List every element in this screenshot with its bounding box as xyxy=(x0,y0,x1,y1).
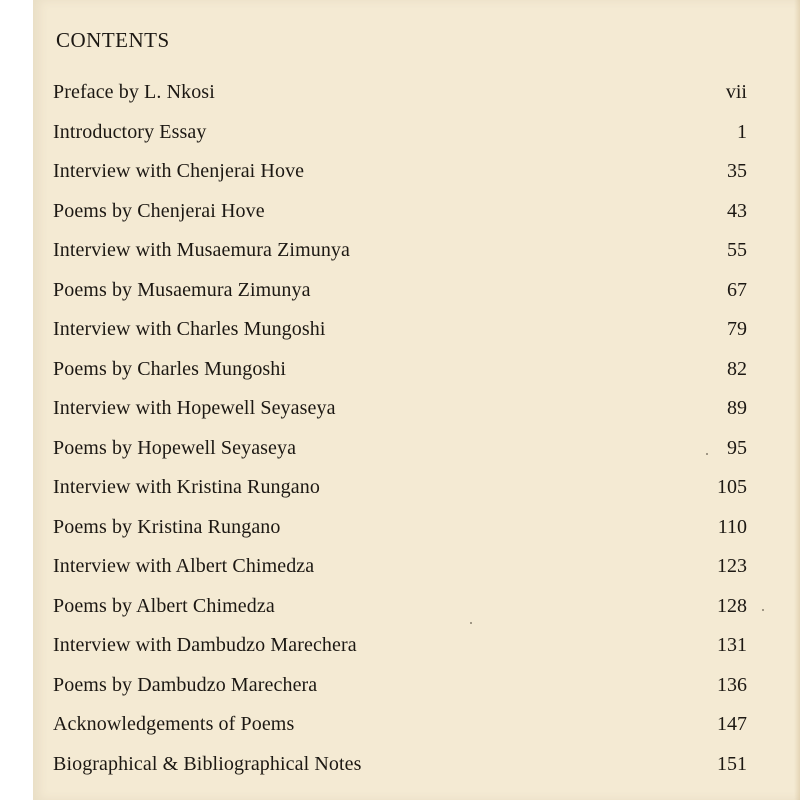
print-speck xyxy=(706,453,708,455)
toc-entry-page-number: 43 xyxy=(727,199,747,222)
toc-entry-title: Poems by Dambudzo Marechera xyxy=(53,673,318,696)
toc-entry xyxy=(53,354,747,394)
page-edge-shadow xyxy=(794,0,800,800)
toc-entry-page-number: 136 xyxy=(717,673,747,696)
toc-entry-page-number: 151 xyxy=(717,752,747,775)
toc-entry xyxy=(53,749,747,789)
toc-entry-page-number: 105 xyxy=(717,476,747,498)
toc-entry xyxy=(53,551,747,591)
table-of-contents xyxy=(53,77,747,788)
toc-entry-title: Poems by Albert Chimedza xyxy=(53,594,275,617)
toc-entry xyxy=(53,196,747,236)
toc-entry xyxy=(53,591,747,631)
toc-entry-title: Preface by L. Nkosi xyxy=(53,81,215,103)
toc-entry-title: Poems by Musaemura Zimunya xyxy=(53,278,311,301)
toc-entry-page-number: 89 xyxy=(727,397,747,419)
toc-entry xyxy=(53,433,747,473)
toc-entry xyxy=(53,235,747,275)
toc-entry xyxy=(53,670,747,710)
toc-entry-page-number: 110 xyxy=(717,515,747,538)
toc-entry-title: Interview with Musaemura Zimunya xyxy=(53,239,351,261)
toc-entry-title: Biographical & Bibliographical Notes xyxy=(53,752,362,775)
toc-entry-page-number: 1 xyxy=(737,120,747,143)
toc-entry xyxy=(53,275,747,315)
toc-entry-title: Interview with Chenjerai Hove xyxy=(53,160,305,182)
toc-entry-title: Poems by Kristina Rungano xyxy=(53,515,281,538)
toc-entry-page-number: 67 xyxy=(727,278,747,301)
toc-entry-page-number: 123 xyxy=(717,555,747,577)
toc-entry-title: Interview with Charles Mungoshi xyxy=(53,318,326,340)
toc-entry xyxy=(53,77,747,117)
toc-entry xyxy=(53,156,747,196)
toc-entry-title: Poems by Hopewell Seyaseya xyxy=(53,436,297,459)
toc-entry-page-number: vii xyxy=(725,81,747,103)
print-speck xyxy=(470,622,472,624)
toc-entry-page-number: 131 xyxy=(717,634,747,656)
toc-entry-page-number: 95 xyxy=(727,436,747,459)
toc-entry-title: Acknowledgements of Poems xyxy=(53,713,295,735)
toc-entry xyxy=(53,512,747,552)
toc-entry-title: Introductory Essay xyxy=(53,120,207,143)
toc-entry-title: Interview with Albert Chimedza xyxy=(53,555,315,577)
toc-entry xyxy=(53,709,747,749)
toc-entry-title: Interview with Kristina Rungano xyxy=(53,476,320,498)
toc-entry-title: Interview with Hopewell Seyaseya xyxy=(53,397,336,419)
toc-entry-title: Interview with Dambudzo Marechera xyxy=(53,634,357,656)
toc-entry-title: Poems by Chenjerai Hove xyxy=(53,199,265,222)
toc-entry-page-number: 147 xyxy=(717,713,747,735)
toc-entry xyxy=(53,393,747,433)
toc-entry-page-number: 79 xyxy=(727,318,747,340)
toc-entry-page-number: 55 xyxy=(727,239,747,261)
toc-entry xyxy=(53,314,747,354)
toc-entry-page-number: 35 xyxy=(727,160,747,182)
toc-entry-title: Poems by Charles Mungoshi xyxy=(53,357,287,380)
toc-entry-page-number: 128 xyxy=(717,594,747,617)
toc-entry xyxy=(53,472,747,512)
toc-entry xyxy=(53,117,747,157)
contents-heading: CONTENTS xyxy=(56,28,170,52)
print-speck xyxy=(762,609,764,611)
toc-entry xyxy=(53,630,747,670)
toc-entry-page-number: 82 xyxy=(727,357,747,380)
